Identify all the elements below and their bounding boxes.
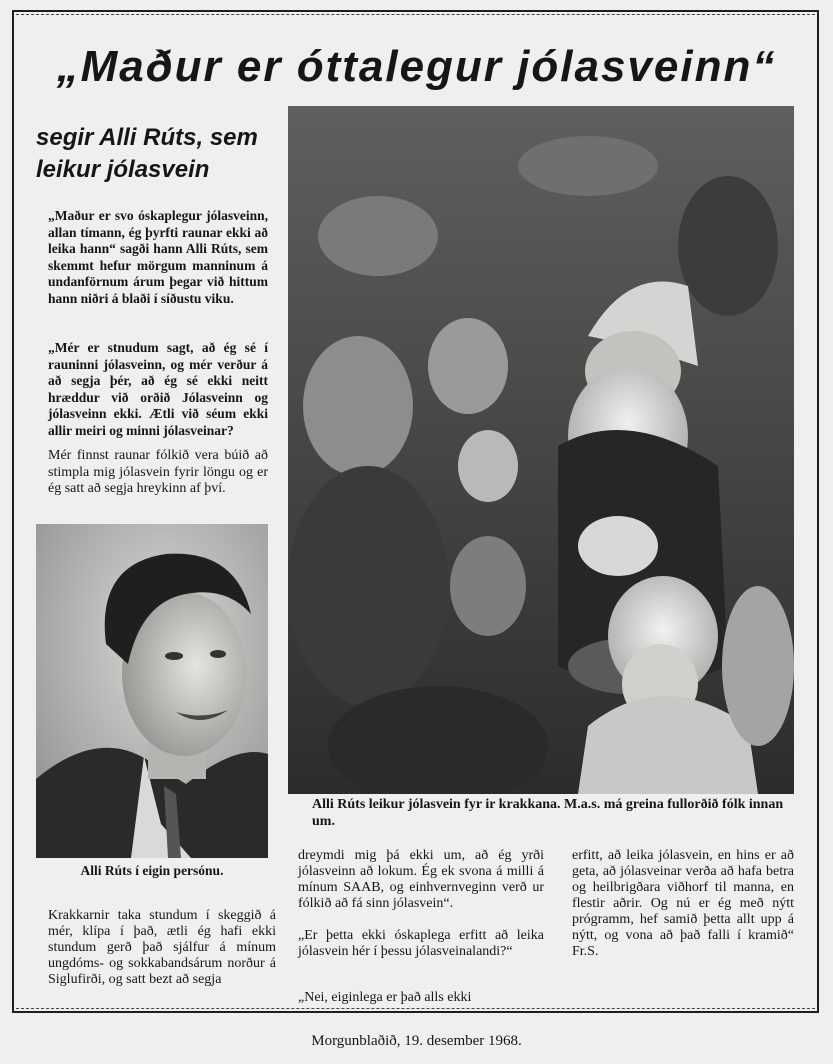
source-line: Morgunblaðið, 19. desember 1968. xyxy=(311,1033,522,1049)
paragraph-stimpla: Mér finnst raunar fólkið vera búið að stimpla mig jólasvein fyrir löngu og er ég satt að segja hreykinn af því. xyxy=(48,448,268,496)
subheadline: segir Alli Rúts, sem leikur jólasvein xyxy=(36,124,258,183)
intro-paragraph-1: „Maður er svo óskaplegur jólasveinn, allan tímann, ég þyrfti raunar ekki að leika hann“ sagði hann Alli Rúts, sem skemmt hefur mörgum manninum á undanförnum árum þegar við hittum hann niðri á blaði í síðustu viku. xyxy=(48,208,268,306)
santa-photo xyxy=(288,106,794,794)
paragraph-dreymdi: dreymdi mig þá ekki um, að ég yrði jólasveinn að lokum. Ég ek svona á milli á mínum SAAB, og einhvernveginn verð ur fólkið að fá sinn jólasvein“. xyxy=(298,848,544,911)
photo-caption: Alli Rúts leikur jólasvein fyr ir krakkana. M.a.s. má greina fullorðið fólk innan um. xyxy=(312,797,784,829)
paragraph-question: „Er þetta ekki óskaplega erfitt að leika jólasvein hér í þessu jólasveinalandi?“ xyxy=(298,928,544,959)
portrait-caption: Alli Rúts í eigin persónu. xyxy=(80,863,224,878)
paragraph-answer-start: „Nei, eiginlega er það alls ekki xyxy=(298,990,472,1005)
intro-paragraph-2: „Mér er stnudum sagt, að ég sé í rauninni jólasveinn, og mér verður á að segja þér, að ég sé ekki neitt hræddur við orðið Jólasveinn og jólasveinn ekki. Ætli við séum ekki allir meiri og minni jólasveinar? xyxy=(48,340,268,438)
headline: „Maður er óttalegur jólasveinn“ xyxy=(56,42,777,91)
paragraph-krakkar: Krakkarnir taka stundum í skeggið á mér, klípa í það, ætli ég hafi ekki stundum gerð það sjálfur á mínum ungdóms- og sokkabandsárum norður á Siglufirði, og satt bezt að segja xyxy=(48,908,276,987)
portrait-photo xyxy=(36,524,268,858)
paragraph-erfitt: erfitt, að leika jólasvein, en hins er að geta, að jólasveinar verða að hafa betra og heilbrigðara viðhorf til manna, en flestir aðrir. Og nú er ég með nýtt prógramm, hef samið þetta allt upp á nýtt, og vona að það falli í kramið“ Fr.S. xyxy=(572,848,794,959)
